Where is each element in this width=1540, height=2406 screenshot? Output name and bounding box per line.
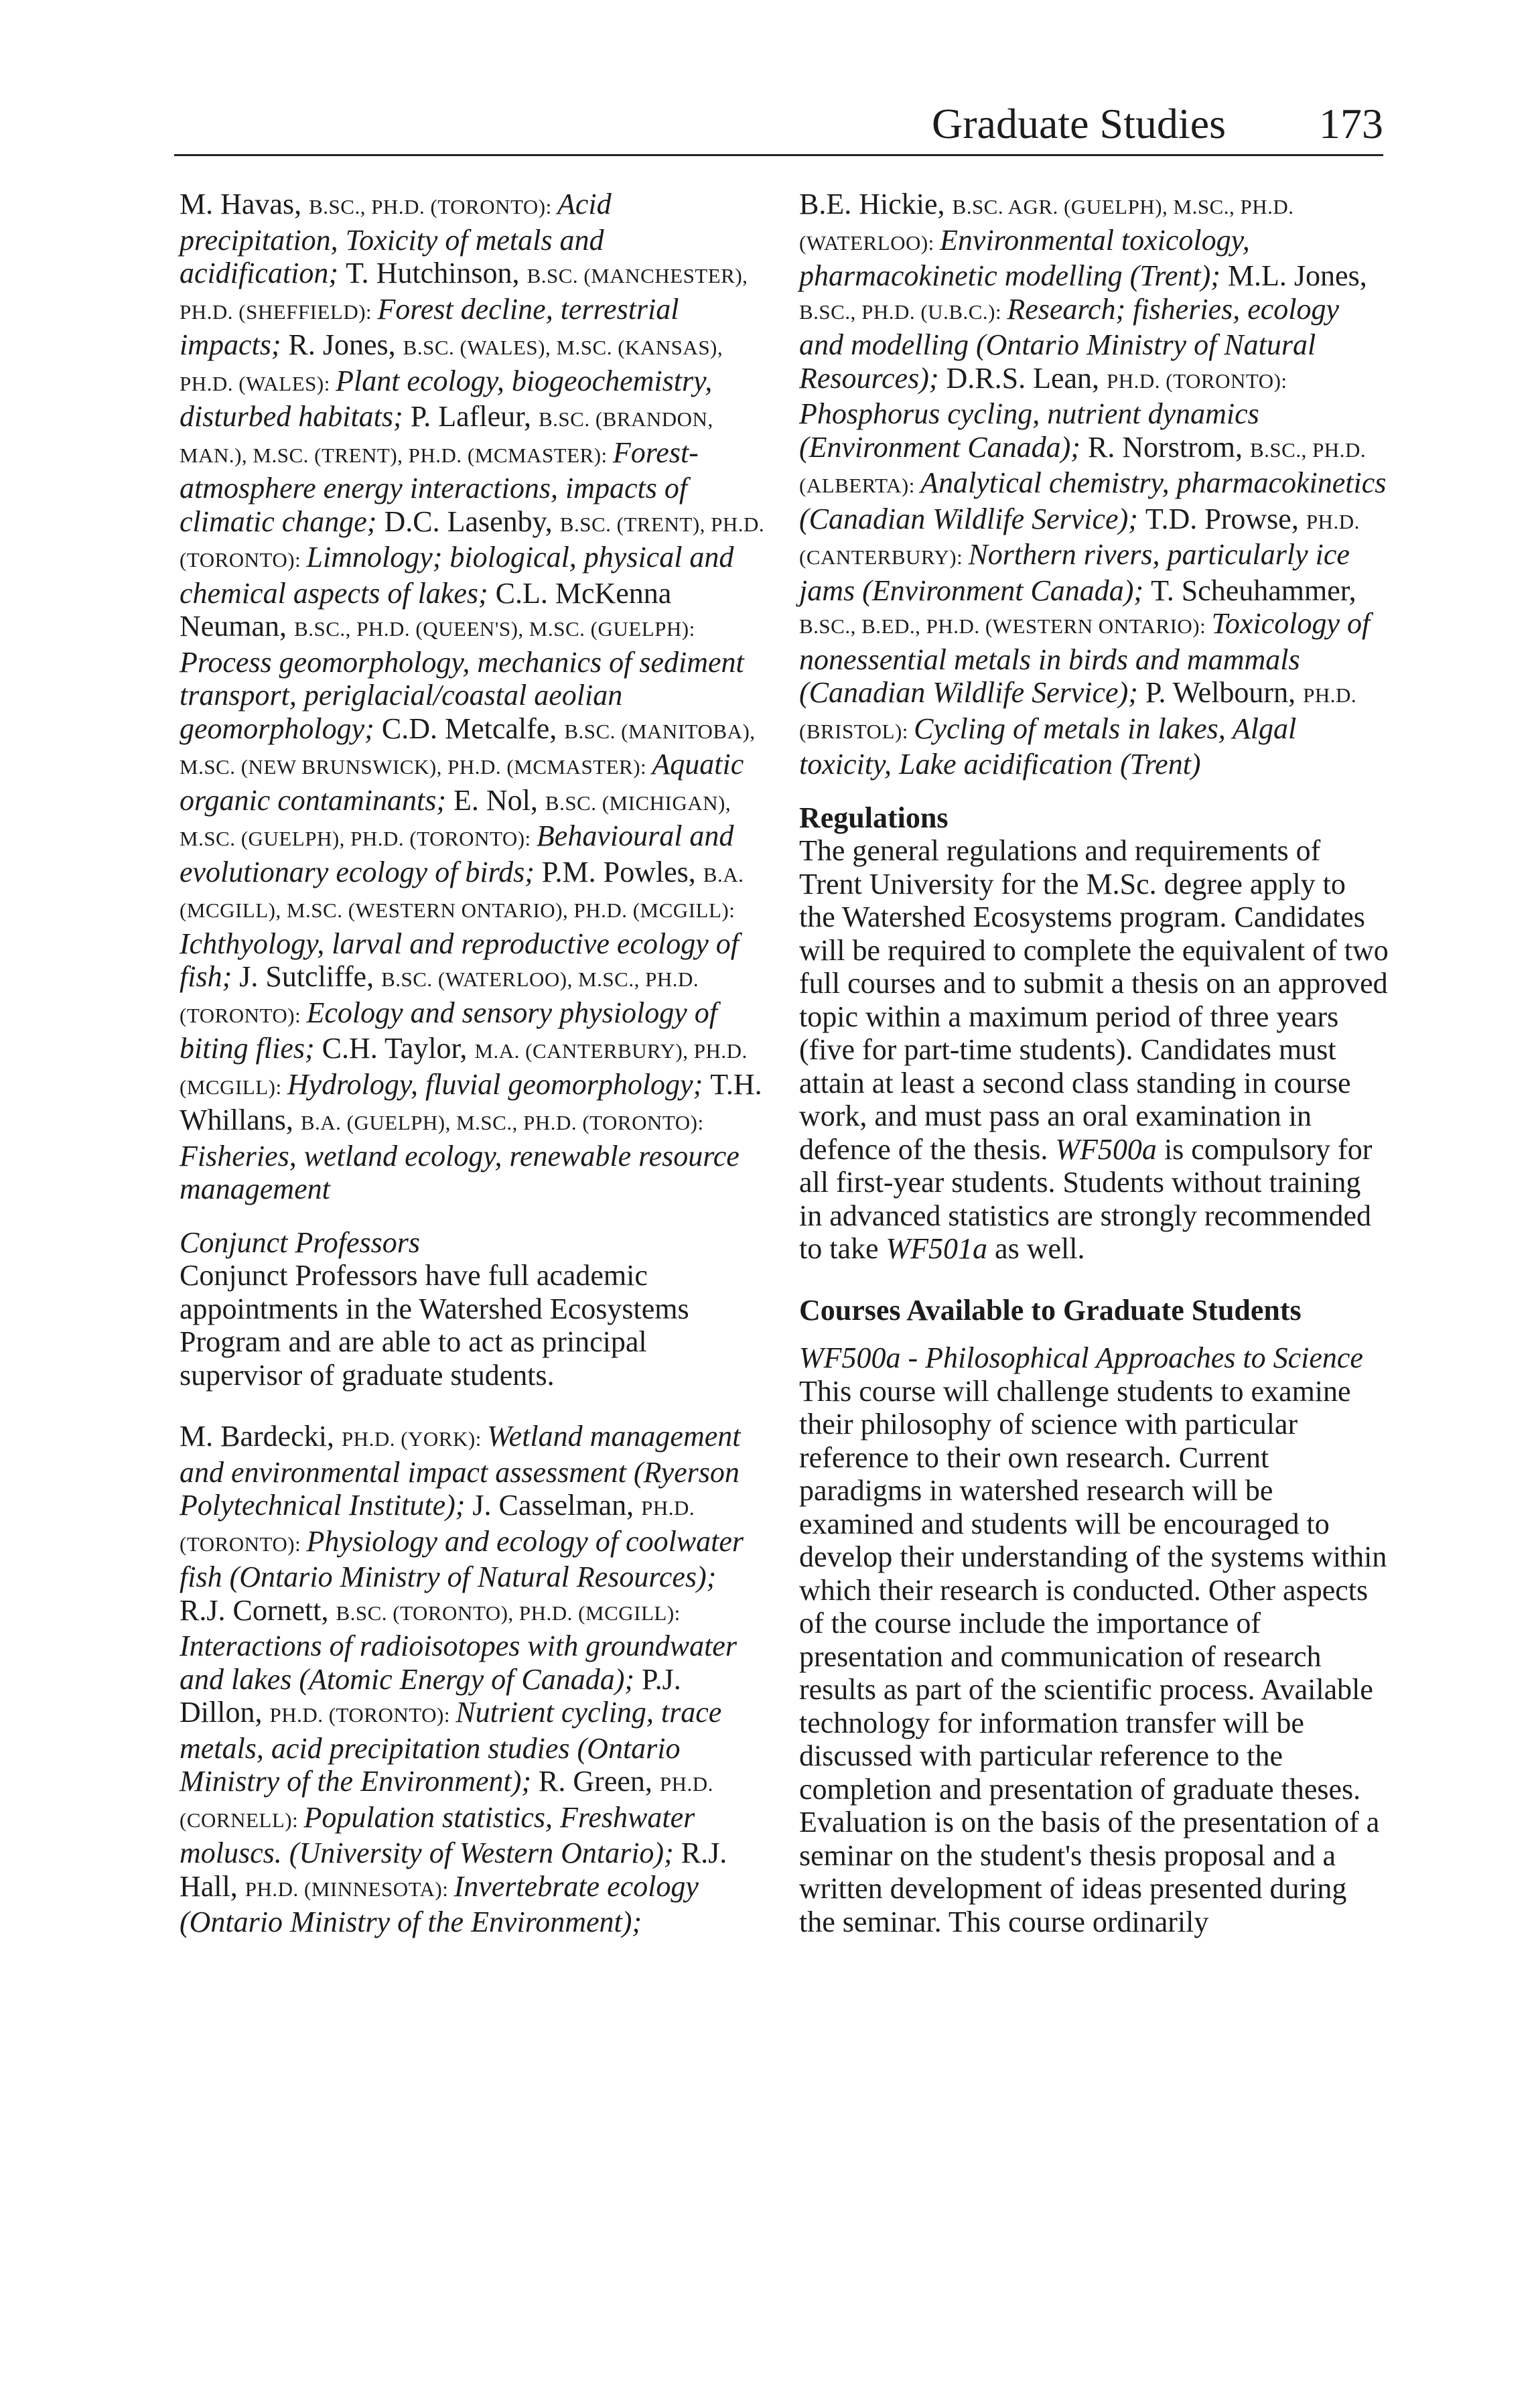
faculty-degrees: B.SC., PH.D. (TORONTO): — [309, 195, 557, 218]
faculty-degrees: B.SC., PH.D. (U.B.C.): — [799, 299, 1007, 324]
faculty-name: B.E. Hickie, — [799, 188, 953, 220]
faculty-name: T. Hutchinson, — [346, 257, 527, 289]
faculty-interests: Toxicology of nonessential metals in birds and mammals (Canadian Wildlife Service); — [799, 607, 1371, 709]
course-code-wf501a: WF501a — [886, 1232, 988, 1265]
courses-heading: Courses Available to Graduate Students — [799, 1293, 1302, 1327]
faculty-name: T.D. Prowse, — [1145, 502, 1306, 535]
faculty-interests: Plant ecology, biogeochemistry, disturbed habitats; — [180, 364, 713, 433]
left-column — [180, 188, 769, 1939]
faculty-name: M. Havas, — [180, 188, 309, 220]
faculty-name: D.C. Lasenby, — [384, 505, 560, 538]
faculty-degrees: B.SC., PH.D. (QUEEN'S), M.SC. (GUELPH): — [294, 617, 695, 641]
faculty-interests: Environmental toxicology, pharmacokinetic modelling (Trent); — [799, 223, 1250, 292]
faculty-interests: Population statistics, Freshwater moluscs. (University of Western Ontario); — [180, 1800, 695, 1869]
faculty-interests: Limnology; biological, physical and chemical aspects of lakes; — [180, 541, 734, 610]
faculty-degrees: B.SC. (WALES), M.SC. (KANSAS), PH.D. (WALES): — [180, 336, 723, 395]
faculty-interests: Analytical chemistry, pharmacokinetics (Canadian Wildlife Service); — [799, 466, 1387, 535]
faculty-name: J. Casselman, — [472, 1489, 642, 1522]
faculty-degrees: B.SC., PH.D. (ALBERTA): — [799, 438, 1367, 497]
faculty-interests: Ecology and sensory physiology of biting flies; — [180, 996, 717, 1065]
faculty-name: C.L. McKenna Neuman, — [180, 576, 672, 643]
faculty-name: P. Welbourn, — [1145, 676, 1304, 709]
faculty-name: R.J. Cornett, — [180, 1593, 336, 1627]
conjunct-professors-heading: Conjunct Professors — [180, 1225, 420, 1259]
faculty-degrees: B.SC. (TRENT), PH.D. (TORONTO): — [180, 512, 765, 572]
faculty-interests: Ichthyology, larval and reproductive ecology of fish; — [180, 927, 739, 993]
faculty-interests: Research; fisheries, ecology and modelling (Ontario Ministry of Natural Resources); — [799, 292, 1340, 395]
regulations-text-part3: as well. — [987, 1232, 1085, 1265]
faculty-name: P.M. Powles, — [541, 855, 703, 888]
page-number: 173 — [1319, 100, 1383, 147]
faculty-interests: Wetland management and environmental impact assessment (Ryerson Polytechnical Institute); — [180, 1420, 741, 1522]
faculty-degrees: PH.D. (MINNESOTA): — [244, 1877, 454, 1901]
faculty-degrees: B.SC. (BRANDON, MAN.), M.SC. (TRENT), PH.D. (MCMASTER): — [180, 407, 713, 467]
faculty-degrees: PH.D. (TORONTO): — [180, 1496, 695, 1556]
faculty-entry — [799, 188, 1294, 292]
faculty-interests: Phosphorus cycling, nutrient dynamics (Environment Canada); — [799, 397, 1259, 464]
faculty-degrees: B.SC. (WATERLOO), M.SC., PH.D. (TORONTO): — [180, 967, 699, 1027]
faculty-interests: Interactions of radioisotopes with groundwater and lakes (Atomic Energy of Canada); — [180, 1629, 737, 1696]
faculty-degrees: PH.D. (CORNELL): — [180, 1772, 713, 1832]
faculty-degrees: B.SC. (TORONTO), PH.D. (MCGILL): — [336, 1601, 681, 1625]
faculty-list — [180, 188, 769, 1206]
faculty-interests: Process geomorphology, mechanics of sediment transport, periglacial/coastal aeolian geomorphology; — [180, 645, 744, 745]
faculty-degrees: B.SC. (MICHIGAN), M.SC. (GUELPH), PH.D. (TORONTO): — [180, 791, 731, 850]
regulations-text-part2: is compulsory for all first-year students. Students without training in advanced statistics are strongly recommended to take — [799, 1132, 1373, 1265]
faculty-name: R. Jones, — [288, 328, 403, 361]
course-title: WF500a - Philosophical Approaches to Science — [799, 1341, 1363, 1374]
regulations-heading: Regulations — [799, 801, 949, 834]
faculty-degrees: B.SC., B.ED., PH.D. (WESTERN ONTARIO): — [799, 614, 1212, 638]
faculty-name: M.L. Jones, — [1227, 259, 1367, 292]
faculty-name: C.H. Taylor, — [322, 1032, 475, 1065]
faculty-name: D.R.S. Lean, — [946, 361, 1107, 395]
faculty-degrees: M.A. (CANTERBURY), PH.D. (MCGILL): — [180, 1039, 748, 1099]
faculty-name: R.J. Hall, — [180, 1836, 727, 1903]
faculty-degrees: PH.D. (CANTERBURY): — [799, 509, 1360, 569]
faculty-name: T. Scheuhammer, — [1151, 574, 1356, 607]
faculty-name: J. Sutcliffe, — [239, 960, 382, 993]
faculty-interests: Fisheries, wetland ecology, renewable resource management — [180, 1139, 740, 1205]
regulations-text-part1: The general regulations and requirements of Trent University for the M.Sc. degree apply to the Watershed Ecosystems program. Candidates will be required to complete the equivalent of two full courses and to submit a thesis on an approved topic within a maximum period of three years (five for part-time students). Candidates must attain at least a second class standing in course work, and must pass an oral examination in defence of the thesis. — [799, 834, 1389, 1166]
faculty-name: T.H. Whillans, — [180, 1067, 762, 1136]
right-column — [799, 188, 1389, 1938]
faculty-interests: Hydrology, fluvial geomorphology; — [287, 1067, 711, 1101]
faculty-interests: Behavioural and evolutionary ecology of birds; — [180, 819, 734, 888]
faculty-name: C.D. Metcalfe, — [381, 712, 565, 745]
faculty-name: R. Green, — [539, 1765, 660, 1798]
faculty-name: M. Bardecki, — [180, 1420, 342, 1453]
conjunct-professors-text: Conjunct Professors have full academic appointments in the Watershed Ecosystems Program and are able to act as principal supervisor of graduate students. — [180, 1259, 689, 1392]
course-description: This course will challenge students to examine their philosophy of science with particular reference to their own research. Current paradigms in watershed research will be examined and students will be encouraged to develop their understanding of the systems within which their research is conducted. Other aspects of the course include the importance of presentation and communication of research results as part of the scientific process. Available technology for information transfer will be discussed with particular reference to the completion and presentation of graduate theses. Evaluation is on the basis of the presentation of a seminar on the student's thesis proposal and a written development of ideas presented during the seminar. This course ordinarily — [799, 1374, 1387, 1938]
regulations-text — [799, 834, 1389, 1266]
faculty-interests: Aquatic organic contaminants; — [180, 748, 744, 817]
faculty-name: R. Norstrom, — [1087, 430, 1250, 464]
faculty-degrees: B.A. (GUELPH), M.SC., PH.D. (TORONTO): — [300, 1111, 704, 1134]
faculty-name: E. Nol, — [453, 783, 545, 817]
course-code-wf500a: WF500a — [1055, 1132, 1157, 1166]
faculty-degrees: B.SC. (MANITOBA), M.SC. (NEW BRUNSWICK), PH.D. (MCMASTER): — [180, 719, 756, 779]
faculty-interests: Invertebrate ecology (Ontario Ministry of the Environment); — [180, 1869, 699, 1938]
faculty-interests: Cycling of metals in lakes, Algal toxicity, Lake acidification (Trent) — [799, 712, 1297, 781]
faculty-degrees: B.SC. (MANCHESTER), PH.D. (SHEFFIELD): — [180, 264, 748, 324]
conjunct-faculty-list — [180, 1420, 769, 1939]
faculty-name: P. Lafleur, — [410, 400, 539, 433]
header-section-title: Graduate Studies — [932, 100, 1226, 147]
faculty-interests: Acid precipitation, Toxicity of metals and acidification; — [180, 188, 612, 289]
faculty-interests: Physiology and ecology of coolwater fish (Ontario Ministry of Natural Resources); — [180, 1524, 744, 1593]
faculty-interests: Northern rivers, particularly ice jams (Environment Canada); — [799, 538, 1350, 607]
running-header — [174, 90, 1383, 156]
conjunct-faculty-list-continued — [799, 188, 1389, 781]
faculty-degrees: B.A. (MCGILL), M.SC. (WESTERN ONTARIO), PH.D. (MCGILL): — [180, 862, 744, 922]
faculty-degrees: PH.D. (TORONTO): — [269, 1703, 456, 1727]
faculty-degrees: B.SC. AGR. (GUELPH), M.SC., PH.D. (WATERLOO): — [799, 195, 1294, 255]
faculty-degrees: PH.D. (BRISTOL): — [799, 683, 1357, 743]
faculty-degrees: PH.D. (TORONTO): — [1107, 369, 1287, 393]
faculty-name: P.J. Dillon, — [180, 1662, 681, 1729]
faculty-degrees: PH.D. (YORK): — [341, 1427, 488, 1451]
faculty-interests: Forest decline, terrestrial impacts; — [180, 292, 679, 361]
faculty-interests: Forest-atmosphere energy interactions, impacts of climatic change; — [180, 436, 699, 538]
faculty-interests: Nutrient cycling, trace metals, acid precipitation studies (Ontario Ministry of the Environment); — [180, 1696, 722, 1798]
